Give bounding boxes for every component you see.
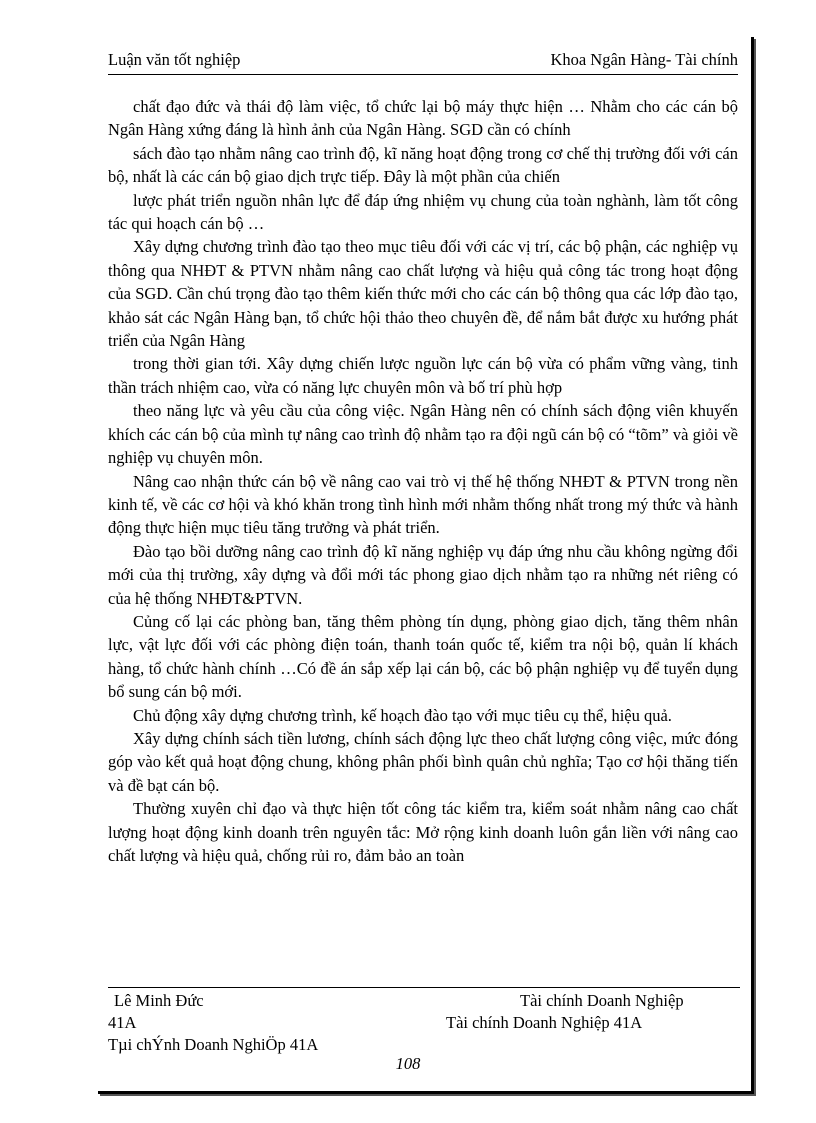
- footer-garbled-text: Tµi chÝnh Doanh NghiÖp 41A: [108, 1035, 319, 1054]
- paragraph: Nâng cao nhận thức cán bộ về nâng cao vai trò vị thế hệ thống NHĐT & PTVN trong nền kinh tế, về các cơ hội và khó khăn trong tình hình mới nhằm thống nhất trong mý thức và hành động thực hiện mục tiêu tăng trưởng và phát triển.: [108, 471, 738, 538]
- paragraph: sách đào tạo nhằm nâng cao trình độ, kĩ năng hoạt động trong cơ chế thị trường đối với cán bộ, nhất là các cán bộ giao dịch trực tiếp. Đây là một phần của chiến: [108, 143, 738, 187]
- footer-class: 41A: [108, 1013, 137, 1032]
- paragraph: Chủ động xây dựng chương trình, kế hoạch đào tạo với mục tiêu cụ thể, hiệu quả.: [133, 705, 672, 725]
- paragraph: Củng cố lại các phòng ban, tăng thêm phòng tín dụng, phòng giao dịch, tăng thêm nhân lực, vật lực đối với các phòng điện toán, thanh toán quốc tế, kiểm tra nội bộ, quản lí khách hàng, tổ chức hành chính …Có đề án sắp xếp lại cán bộ, các bộ phận nghiệp vụ để tuyển dụng bổ sung cán bộ mới.: [108, 611, 738, 702]
- body-text: [108, 95, 738, 867]
- paragraph: theo năng lực và yêu cầu của công việc. Ngân Hàng nên có chính sách động viên khuyến khích các cán bộ của mình tự nâng cao trình độ nhằm tạo ra đội ngũ cán bộ có “tõm” và giỏi về nghiệp vụ chuyên môn.: [108, 401, 738, 468]
- page-number: 108: [395, 1054, 421, 1073]
- footer-department-class: Tài chính Doanh Nghiệp 41A: [446, 1013, 643, 1032]
- paragraph: Thường xuyên chỉ đạo và thực hiện tốt công tác kiểm tra, kiểm soát nhằm nâng cao chất lượng hoạt động kinh doanh trên nguyên tắc: Mở rộng kinh doanh luôn gắn liền với nâng cao chất lượng và hiệu quả, chống rủi ro, đảm bảo an toàn: [108, 799, 738, 865]
- paragraph: Đào tạo bồi dưỡng nâng cao trình độ kĩ năng nghiệp vụ đáp ứng nhu cầu không ngừng đổi mới của thị trường, xây dựng và đổi mới tác phong giao dịch nhằm tạo ra những nét riêng có của hệ thống NHĐT&PTVN.: [108, 541, 738, 608]
- paragraph: Xây dựng chương trình đào tạo theo mục tiêu đối với các vị trí, các bộ phận, các nghiệp vụ thông qua NHĐT & PTVN nhằm nâng cao chất lượng và hiệu quả công tác trong hoạt động của SGD. Cần chú trọng đào tạo thêm kiến thức mới cho các cán bộ thông qua các lớp đào tạo, khảo sát các Ngân Hàng bạn, tổ chức hội thảo theo chuyên đề, để nắm bắt được xu hướng phát triển của Ngân Hàng: [108, 237, 738, 351]
- header-thesis-title: Luận văn tốt nghiệp: [108, 50, 241, 69]
- footer-author: Lê Minh Đức: [114, 991, 204, 1010]
- paragraph: chất đạo đức và thái độ làm việc, tổ chức lại bộ máy thực hiện … Nhằm cho các cán bộ Ngân Hàng xứng đáng là hình ảnh của Ngân Hàng. SGD cần có chính: [108, 97, 738, 140]
- paragraph: Xây dựng chính sách tiền lương, chính sách động lực theo chất lượng công việc, mức đóng góp vào kết quả hoạt động chung, không phân phối bình quân chủ nghĩa; Tạo cơ hội thăng tiến và đề bạt cán bộ.: [108, 728, 738, 795]
- page-header: [108, 50, 738, 75]
- header-faculty: Khoa Ngân Hàng- Tài chính: [550, 50, 738, 69]
- footer-rule: [108, 987, 740, 988]
- paragraph: lược phát triển nguồn nhân lực để đáp ứng nhiệm vụ chung của toàn nghành, làm tốt công tác qui hoạch cán bộ …: [108, 190, 738, 234]
- paragraph: trong thời gian tới. Xây dựng chiến lược nguồn lực cán bộ vừa có phẩm vững vàng, tinh thần trách nhiệm cao, vừa có năng lực chuyên môn và bố trí phù hợp: [108, 354, 738, 397]
- footer-department: Tài chính Doanh Nghiệp: [520, 991, 684, 1010]
